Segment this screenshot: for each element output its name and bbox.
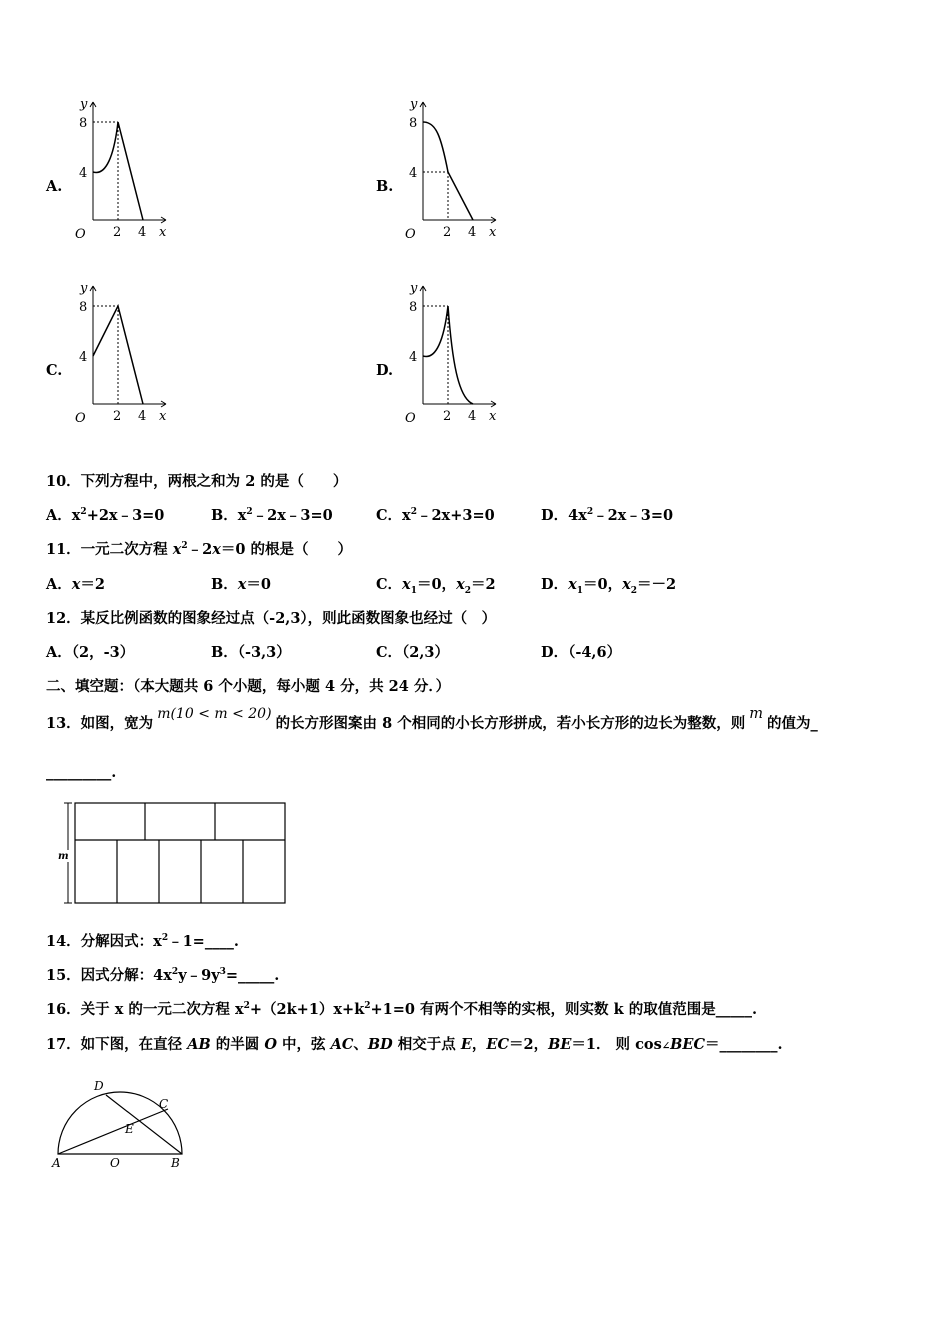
- graph-c-y-tick-4: 4: [79, 350, 88, 365]
- graph-c-x-tick-2: 2: [113, 409, 122, 424]
- q17-fig-e: E: [125, 1122, 134, 1136]
- q11-option-a[interactable]: A．x＝2: [46, 576, 106, 593]
- graph-a-y-label: y: [80, 97, 88, 112]
- q10-option-d[interactable]: D．$4x^2﹣2x﹣3=0$: [541, 507, 674, 524]
- q14-stem: 14．分解因式：$x^2﹣1=\_\_\_\_$.: [46, 933, 239, 950]
- q17-fig-b: B: [171, 1156, 180, 1170]
- q13-rectangle-figure: [52, 800, 292, 910]
- graph-a-x-tick-2: 2: [113, 225, 122, 240]
- q17-fig-c: C: [159, 1097, 169, 1111]
- graph-b-origin: O: [405, 227, 416, 242]
- q11-option-b[interactable]: B．x＝0: [211, 576, 272, 593]
- graph-a-x-label: x: [159, 225, 167, 240]
- graph-c-origin: O: [75, 411, 86, 426]
- q13-formula: m(10 < m < 20): [157, 706, 272, 722]
- graph-c-x-label: x: [159, 409, 167, 424]
- graph-d-y-label: y: [410, 281, 418, 296]
- graph-d: [396, 280, 506, 430]
- graph-c: [66, 280, 176, 430]
- graph-d-x-tick-2: 2: [443, 409, 452, 424]
- q12-option-d[interactable]: D．（-4,6）: [541, 644, 622, 661]
- graph-c-y-label: y: [80, 281, 88, 296]
- graph-a-x-tick-4: 4: [138, 225, 147, 240]
- graph-a-y-tick-4: 4: [79, 166, 88, 181]
- q12-option-a[interactable]: A．（2，-3）: [46, 644, 135, 661]
- graph-b-label: B.: [376, 178, 394, 195]
- q17-fig-d: D: [94, 1079, 104, 1093]
- graph-b-y-label: y: [410, 97, 418, 112]
- graph-c-x-tick-4: 4: [138, 409, 147, 424]
- graph-d-x-label: x: [489, 409, 497, 424]
- q13-var: m: [749, 706, 763, 722]
- q10-stem: 10．下列方程中，两根之和为 2 的是（ ）: [46, 473, 348, 490]
- q17-fig-o: O: [110, 1156, 120, 1170]
- q17-semicircle-figure: [48, 1074, 198, 1174]
- graph-b: [396, 96, 506, 246]
- q11-option-c[interactable]: C．$x_1=0$，$x_2=2$: [376, 576, 496, 596]
- graph-b-x-tick-2: 2: [443, 225, 452, 240]
- q11-stem: 11．一元二次方程 $x^2﹣2x=0$ 的根是（ ）: [46, 541, 353, 558]
- graph-a: [66, 96, 176, 246]
- graph-b-y-tick-4: 4: [409, 166, 418, 181]
- section-2-heading: 二、填空题：（本大题共 6 个小题，每小题 4 分，共 24 分．）: [46, 678, 451, 695]
- q16-stem: 16．关于 x 的一元二次方程 $x^2+(2k+1)x+k^2+1=0$ 有两个不相等的实根，则实数 k 的取值范围是_____.: [46, 1001, 757, 1018]
- graph-d-y-tick-8: 8: [409, 300, 418, 315]
- graph-d-origin: O: [405, 411, 416, 426]
- q12-stem: 12．某反比例函数的图象经过点（-2,3），则此函数图象也经过（ ）: [46, 610, 497, 627]
- q17-stem: 17．如下图，在直径 AB 的半圆 O 中，弦 AC、BD 相交于点 E，EC＝2，BE＝1． 则 cos∠BEC＝________.: [46, 1036, 783, 1053]
- q12-option-b[interactable]: B．（-3,3）: [211, 644, 291, 661]
- q10-option-a[interactable]: A．$x^2+2x﹣3=0$: [46, 507, 165, 524]
- q15-stem: 15．因式分解：$4x^2y﹣9y^3=\_\_\_\_\_$.: [46, 967, 280, 984]
- graph-b-x-label: x: [489, 225, 497, 240]
- graph-d-label: D.: [376, 362, 394, 379]
- q12-option-c[interactable]: C．（2,3）: [376, 644, 450, 661]
- graph-d-y-tick-4: 4: [409, 350, 418, 365]
- graph-c-y-tick-8: 8: [79, 300, 88, 315]
- graph-b-y-tick-8: 8: [409, 116, 418, 131]
- graph-a-y-tick-8: 8: [79, 116, 88, 131]
- graph-d-x-tick-4: 4: [468, 409, 477, 424]
- graph-c-label: C.: [46, 362, 63, 379]
- graph-a-label: A.: [46, 178, 63, 195]
- graph-a-origin: O: [75, 227, 86, 242]
- q10-option-c[interactable]: C．$x^2﹣2x+3=0$: [376, 507, 495, 524]
- q17-fig-a: A: [52, 1156, 61, 1170]
- q13-stem: 13．如图，宽为m(10 < m < 20)的长方形图案由 8 个相同的小长方形拼成，若小长方形的边长为整数，则m的值为_: [46, 706, 818, 732]
- q10-option-b[interactable]: B．$x^2﹣2x﹣3=0$: [211, 507, 333, 524]
- q13-fig-m-label: m: [58, 851, 69, 862]
- q11-option-d[interactable]: D．$x_1=0$，$x_2=-2$: [541, 576, 677, 596]
- q13-blank[interactable]: _________.: [46, 764, 117, 781]
- graph-b-x-tick-4: 4: [468, 225, 477, 240]
